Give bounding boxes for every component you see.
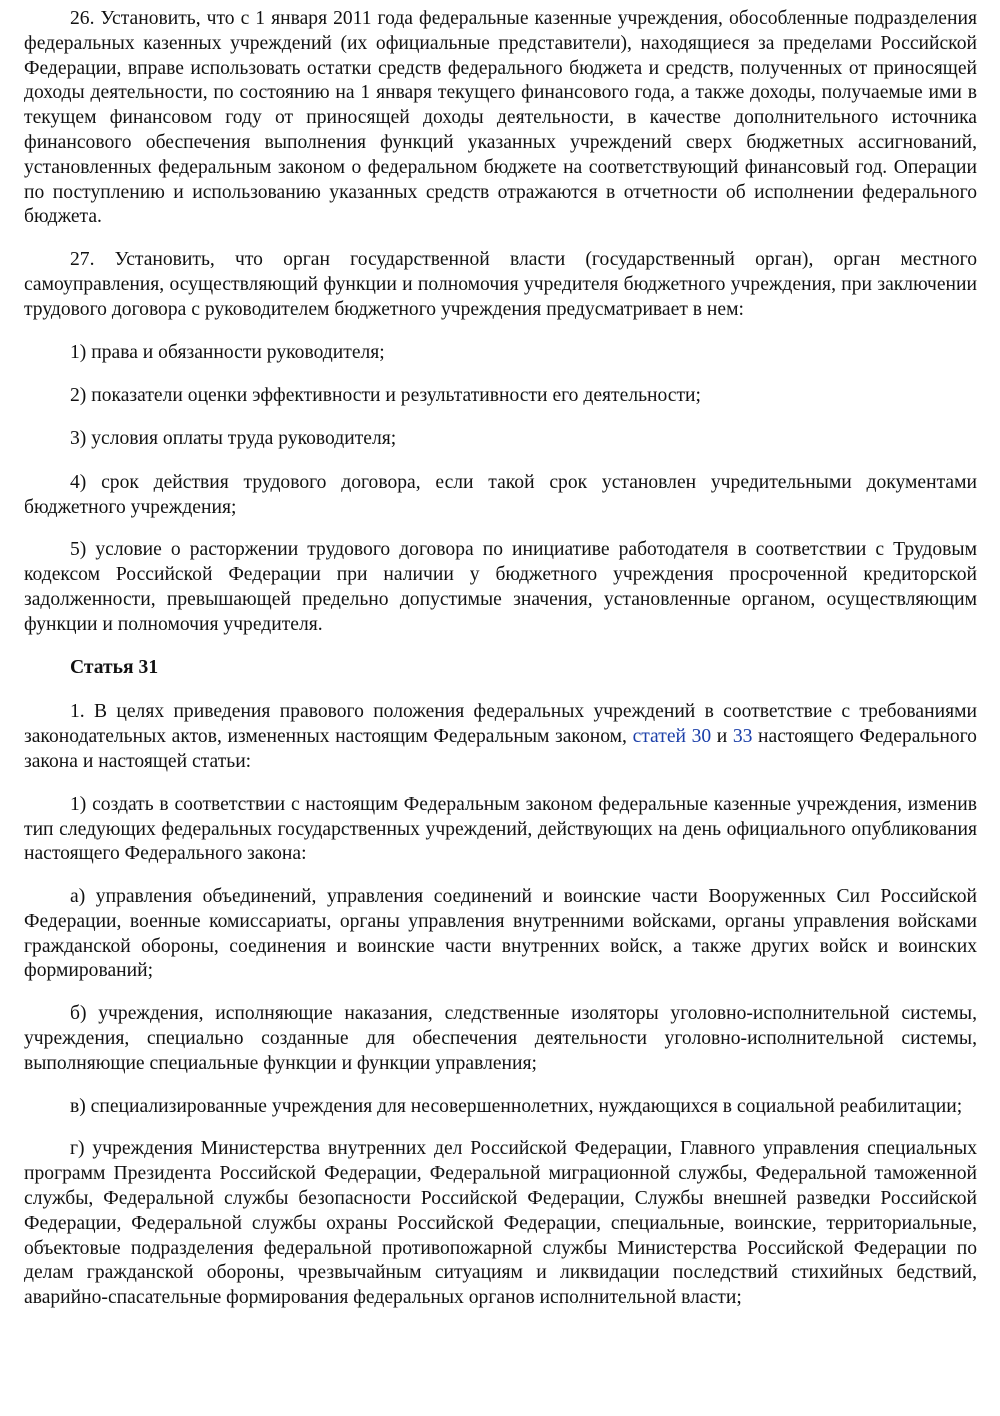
paragraph-26: 26. Установить, что с 1 января 2011 года федеральные казенные учреждения, обособленные подразделения федеральных казенных учреждений (их официальные представители), находящиеся за пределами Российской Федерации, вправе использовать остатки средств федерального бюджета и средств, полученных от приносящей доходы деятельности, по состоянию на 1 января текущего финансового года, а также доходы, получаемые ими в текущем финансовом году от приносящей доходы деятельности, в качестве дополнительного источника финансового обеспечения выполнения функций указанных учреждений сверх бюджетных ассигнований, установленных федеральным законом о федеральном бюджете на соответствующий финансовый год. Операции по поступлению и использованию указанных средств отражаются в отчетности об исполнении федерального бюджета.: [24, 8, 977, 228]
article-31-subitem-g: г) учреждения Министерства внутренних дел Российской Федерации, Главного управления специальных программ Президента Российской Федерации, Федеральной миграционной службы, Федеральной таможенной службы, Федеральной службы безопасности Российской Федерации, Службы внешней разведки Российской Федерации, Федеральной службы охраны Российской Федерации, специальные, воинские, территориальные, объектовые подразделения федеральной противопожарной службы Министерства Российской Федерации по делам гражданской обороны, чрезвычайным ситуациям и ликвидации последствий стихийных бедствий, аварийно-спасательные формирования федеральных органов исполнительной власти;: [24, 1138, 977, 1309]
list-item-27-2: 2) показатели оценки эффективности и результативности его деятельности;: [70, 384, 701, 406]
article-31-subitem-a: а) управления объединений, управления соединений и воинские части Вооруженных Сил Российской Федерации, военные комиссариаты, органы управления внутренними войсками, органы управления войсками гражданской обороны, соединения и воинские части внутренних войск, а также других войск и воинских формирований;: [24, 886, 977, 982]
article-31-subitem-v: в) специализированные учреждения для несовершеннолетних, нуждающихся в социальной реабилитации;: [70, 1095, 963, 1117]
article-30-link[interactable]: статей 30: [632, 726, 712, 748]
article-31-item-1: 1) создать в соответствии с настоящим Федеральным законом федеральные казенные учреждения, изменив тип следующих федеральных государственных учреждений, действующих на день официального опубликования настоящего Федерального закона:: [24, 793, 977, 865]
article-31-paragraph-1-conjunction: и: [711, 726, 733, 748]
list-item-27-3: 3) условия оплаты труда руководителя;: [70, 428, 397, 450]
article-31-paragraph-1-text-end: настоящего Федерального закона и настоящей статьи:: [24, 726, 977, 772]
list-item-27-4: 4) срок действия трудового договора, если такой срок установлен учредительными документами бюджетного учреждения;: [24, 471, 977, 518]
list-item-27-1: 1) права и обязанности руководителя;: [70, 341, 385, 363]
paragraph-27: 27. Установить, что орган государственной власти (государственный орган), орган местного самоуправления, осуществляющий функции и полномочия учредителя бюджетного учреждения, при заключении трудового договора с руководителем бюджетного учреждения предусматривает в нем:: [24, 249, 977, 320]
document-page: [24, 7, 977, 1329]
list-item-27-5: 5) условие о расторжении трудового договора по инициативе работодателя в соответствии с Трудовым кодексом Российской Федерации при наличии у бюджетного учреждения просроченной кредиторской задолженности, превышающей предельно допустимые значения, установленные органом, осуществляющим функции и полномочия учредителя.: [24, 539, 977, 635]
article-31-subitem-b: б) учреждения, исполняющие наказания, следственные изоляторы уголовно-исполнительной системы, учреждения, специально созданные для обеспечения деятельности уголовно-исполнительной системы, выполняющие специальные функции и функции управления;: [24, 1003, 977, 1074]
article-31-paragraph-1: [24, 700, 977, 774]
article-heading: Статья 31: [70, 656, 159, 678]
article-33-link[interactable]: 33: [732, 726, 753, 748]
article-31-paragraph-1-text-start: 1. В целях приведения правового положения федеральных учреждений в соответствие с требованиями законодательных актов, измененных настоящим Федеральным законом,: [24, 701, 977, 748]
